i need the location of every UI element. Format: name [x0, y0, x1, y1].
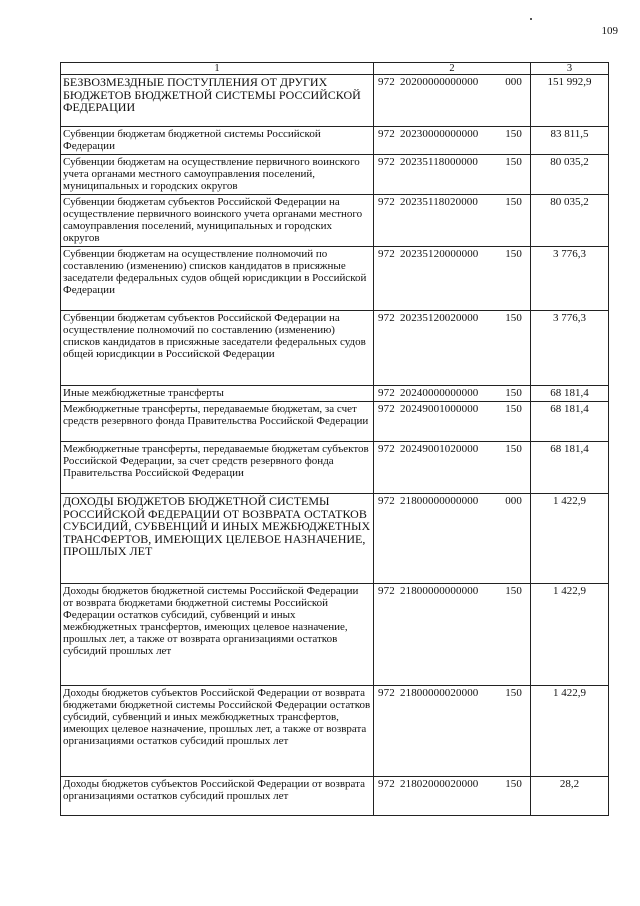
row-sum: 68 181,4 [531, 386, 609, 402]
column-header-3: 3 [531, 63, 609, 75]
row-admin-code: 972 [378, 495, 395, 507]
table-row [61, 247, 609, 311]
table-row [61, 584, 609, 686]
table-header-row [61, 63, 609, 75]
row-name: Субвенции бюджетам на осуществление первичного воинского учета органами местного самоуправления поселений, муниципальных и городских округов [61, 155, 374, 195]
table-row [61, 402, 609, 442]
row-sum: 83 811,5 [531, 127, 609, 155]
row-admin-code: 972 [378, 312, 395, 324]
row-sum: 68 181,4 [531, 442, 609, 494]
row-sum: 1 422,9 [531, 686, 609, 777]
scan-speck [530, 18, 532, 20]
row-sum: 1 422,9 [531, 584, 609, 686]
row-classification-code: 20235120000000 [400, 248, 479, 260]
row-kind-code: 150 [505, 312, 522, 324]
table-row [61, 311, 609, 386]
row-name: Доходы бюджетов бюджетной системы Российской Федерации от возврата бюджетами бюджетной системы Российской Федерации остатков субсидий, субвенций и иных межбюджетных трансфертов, имеющих целевое назначение, прошлых лет, а также от возврата организациями остатков субсидий прошлых лет [61, 584, 374, 686]
row-code [374, 127, 531, 155]
row-classification-code: 20235118000000 [400, 156, 478, 168]
row-kind-code: 000 [505, 495, 522, 507]
table-row [61, 442, 609, 494]
row-sum: 151 992,9 [531, 75, 609, 127]
row-admin-code: 972 [378, 387, 395, 399]
row-name: Доходы бюджетов субъектов Российской Федерации от возврата организациями остатков субсидий прошлых лет [61, 777, 374, 816]
row-admin-code: 972 [378, 156, 395, 168]
row-classification-code: 20235120020000 [400, 312, 479, 324]
row-name: Субвенции бюджетам субъектов Российской Федерации на осуществление первичного воинского учета органами местного самоуправления поселений, муниципальных и городских округов [61, 195, 374, 247]
row-classification-code: 20249001000000 [400, 403, 479, 415]
row-sum: 80 035,2 [531, 155, 609, 195]
row-code [374, 75, 531, 127]
row-kind-code: 150 [505, 585, 522, 597]
row-classification-code: 20235118020000 [400, 196, 478, 208]
row-code [374, 584, 531, 686]
row-kind-code: 150 [505, 128, 522, 140]
row-kind-code: 150 [505, 387, 522, 399]
row-kind-code: 150 [505, 248, 522, 260]
row-admin-code: 972 [378, 76, 395, 88]
row-classification-code: 21800000000000 [400, 495, 479, 507]
row-classification-code: 21802000020000 [400, 778, 479, 790]
row-name: Субвенции бюджетам бюджетной системы Российской Федерации [61, 127, 374, 155]
row-code [374, 777, 531, 816]
row-sum: 68 181,4 [531, 402, 609, 442]
row-code [374, 386, 531, 402]
table-row [61, 686, 609, 777]
row-code [374, 311, 531, 386]
row-code [374, 155, 531, 195]
row-kind-code: 000 [505, 76, 522, 88]
row-name: Иные межбюджетные трансферты [61, 386, 374, 402]
table-row [61, 75, 609, 127]
column-header-2: 2 [374, 63, 531, 75]
row-admin-code: 972 [378, 585, 395, 597]
row-classification-code: 21800000020000 [400, 687, 479, 699]
row-code [374, 195, 531, 247]
row-sum: 3 776,3 [531, 311, 609, 386]
row-admin-code: 972 [378, 443, 395, 455]
page-number: 109 [601, 25, 618, 37]
column-header-1: 1 [61, 63, 374, 75]
row-classification-code: 20240000000000 [400, 387, 479, 399]
row-classification-code: 21800000000000 [400, 585, 479, 597]
row-admin-code: 972 [378, 687, 395, 699]
table-row [61, 195, 609, 247]
row-sum: 3 776,3 [531, 247, 609, 311]
row-name: БЕЗВОЗМЕЗДНЫЕ ПОСТУПЛЕНИЯ ОТ ДРУГИХ БЮДЖЕТОВ БЮДЖЕТНОЙ СИСТЕМЫ РОССИЙСКОЙ ФЕДЕРАЦИИ [61, 75, 374, 127]
row-admin-code: 972 [378, 778, 395, 790]
row-admin-code: 972 [378, 128, 395, 140]
row-kind-code: 150 [505, 687, 522, 699]
row-name: Субвенции бюджетам субъектов Российской Федерации на осуществление полномочий по составлению (изменению) списков кандидатов в присяжные заседатели федеральных судов общей юрисдикции в Российской Федерации [61, 311, 374, 386]
row-code [374, 686, 531, 777]
row-admin-code: 972 [378, 403, 395, 415]
row-code [374, 247, 531, 311]
row-name: Доходы бюджетов субъектов Российской Федерации от возврата бюджетами бюджетной системы Российской Федерации остатков субсидий, субвенций и иных межбюджетных трансфертов, имеющих целевое назначение, прошлых лет, а также от возврата организациями остатков субсидий прошлых лет [61, 686, 374, 777]
row-admin-code: 972 [378, 196, 395, 208]
row-kind-code: 150 [505, 778, 522, 790]
row-sum: 28,2 [531, 777, 609, 816]
table-row [61, 386, 609, 402]
row-admin-code: 972 [378, 248, 395, 260]
row-classification-code: 20200000000000 [400, 76, 479, 88]
row-name: Субвенции бюджетам на осуществление полномочий по составлению (изменению) списков кандидатов в присяжные заседатели федеральных судов общей юрисдикции в Российской Федерации [61, 247, 374, 311]
row-kind-code: 150 [505, 196, 522, 208]
row-code [374, 494, 531, 584]
row-classification-code: 20230000000000 [400, 128, 479, 140]
table-row [61, 494, 609, 584]
row-classification-code: 20249001020000 [400, 443, 479, 455]
table-row [61, 127, 609, 155]
table-row [61, 155, 609, 195]
row-kind-code: 150 [505, 156, 522, 168]
row-sum: 80 035,2 [531, 195, 609, 247]
table-row [61, 777, 609, 816]
row-kind-code: 150 [505, 403, 522, 415]
row-name: Межбюджетные трансферты, передаваемые бюджетам, за счет средств резервного фонда Правительства Российской Федерации [61, 402, 374, 442]
row-sum: 1 422,9 [531, 494, 609, 584]
row-name: Межбюджетные трансферты, передаваемые бюджетам субъектов Российской Федерации, за счет средств резервного фонда Правительства Российской Федерации [61, 442, 374, 494]
row-name: ДОХОДЫ БЮДЖЕТОВ БЮДЖЕТНОЙ СИСТЕМЫ РОССИЙСКОЙ ФЕДЕРАЦИИ ОТ ВОЗВРАТА ОСТАТКОВ СУБСИДИЙ, СУБВЕНЦИЙ И ИНЫХ МЕЖБЮДЖЕТНЫХ ТРАНСФЕРТОВ, ИМЕЮЩИХ ЦЕЛЕВОЕ НАЗНАЧЕНИЕ, ПРОШЛЫХ ЛЕТ [61, 494, 374, 584]
row-code [374, 442, 531, 494]
row-kind-code: 150 [505, 443, 522, 455]
row-code [374, 402, 531, 442]
budget-revenue-table [60, 62, 609, 816]
